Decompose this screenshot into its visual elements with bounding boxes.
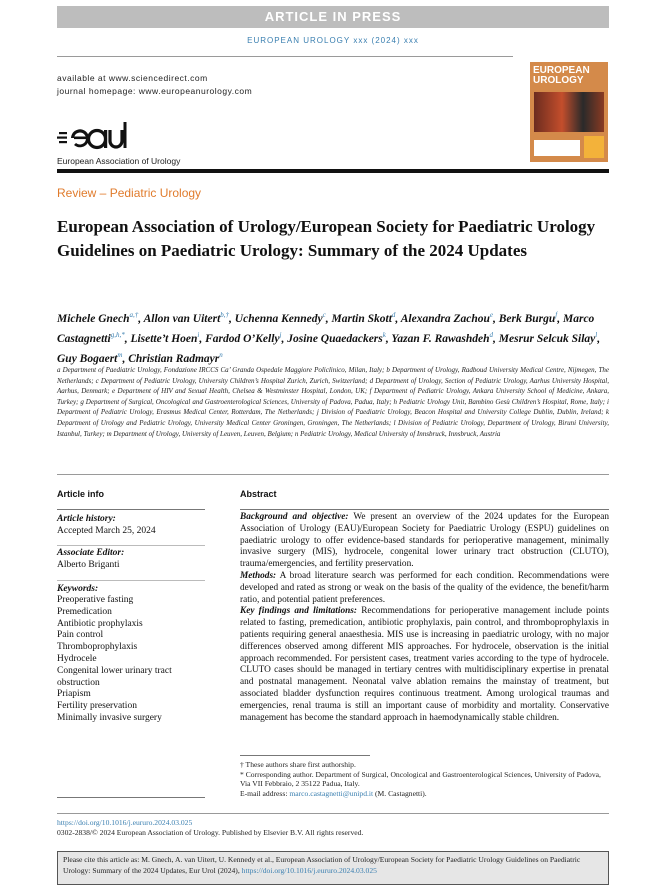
citation-text: Please cite this article as: M. Gnech, A. van Uitert, U. Kennedy et al., European Association of Urology/European Society for Paediatric Urology Guidelines on Paediatric Urology: Summary of the 2024 Updates, Eur Urol (2024), bbox=[63, 855, 581, 875]
keyword: Priapism bbox=[57, 689, 91, 700]
keywords-label: Keywords: bbox=[57, 584, 99, 594]
keyword: Fertility preservation bbox=[57, 701, 137, 712]
author-name: Mesrur Selcuk Silay bbox=[498, 332, 596, 345]
author-name: Alexandra Zachou bbox=[400, 312, 490, 325]
footnote-corresponding: * Corresponding author. Department of Surgical, Oncological and Gastroenterological Sciences, University of Padova, Via VII Febbraio, 2 35122 Padua, Italy. bbox=[240, 769, 601, 789]
divider bbox=[57, 56, 513, 57]
keyword: Hydrocele bbox=[57, 653, 97, 664]
doi-link[interactable]: https://doi.org/10.1016/j.eururo.2024.03.025 bbox=[57, 818, 193, 827]
author-affiliation-marker[interactable]: l bbox=[595, 330, 598, 339]
email-suffix: (M. Castagnetti). bbox=[375, 788, 427, 798]
keyword-list bbox=[57, 595, 205, 725]
affiliations: a Department of Paediatric Urology, Fondazione IRCCS Ca’ Granda Ospedale Maggiore Policlinico, Milan, Italy; b Department of Urology, Radboud University Medical Centre, Nijmegen, The Netherlands; c Department of Pediatric Urology, University Children’s Hospital Zurich, Zurich, Switzerland; d Department of Urology, Section of Pediatric Urology, Aarhus University Hospital, Aarhus, Denmark; e Department of HIV and Sexual Health, Chelsea & Westminster Hospital, London, UK; f Department of Pediatric Urology, Ankara University School of Medicine, Ankara, Turkey; g Department of Surgical, Oncological and Gastroenterological Sciences, University of Padova, Padua, Italy; h Pediatric Urology Unit, Bambino Gesù Children’s Hospital, Rome, Italy; i Department of Pediatric Urology, Erasmus Medical Center, Rotterdam, The Netherlands; j Division of Paediatric Urology, Beacon Hospital and University College Dublin, Dublin, Ireland; k Department of Urology and Pediatric Urology, University Medical Center Groningen, Groningen, The Netherlands; l Division of Pediatric Urology, Department of Urology, Biruni University, Istanbul, Turkey; m Department of Urology, University of Leuven, Leuven, Belgium; n Pediatric Urology, Medical University of Innsbruck, Innsbruck, Austria bbox=[57, 366, 609, 438]
eau-logo-mark-icon bbox=[57, 122, 127, 156]
footnote-dagger: † These authors share first authorship. bbox=[240, 760, 356, 769]
section-label: Review – Pediatric Urology bbox=[57, 186, 202, 200]
divider bbox=[57, 813, 609, 814]
author-affiliation-marker[interactable]: f bbox=[555, 311, 558, 319]
author-affiliation-marker[interactable]: e bbox=[489, 311, 493, 319]
author-name: Lisette’t Hoen bbox=[130, 332, 198, 345]
author-affiliation-marker[interactable]: a,† bbox=[129, 311, 139, 319]
available-at[interactable]: available at www.sciencedirect.com bbox=[57, 73, 208, 83]
divider bbox=[57, 580, 205, 581]
author-list: Michele Gnech$^{a,\dagger}$, Allon van Uitert$^{b,\dagger}$, Uchenna Kennedy$^c$, Martin Skott$^d$, Alexandra Zachou$^e$, Berk Burgu$^f$, Marco Castagnetti$^{g,h,*}$, Lisette’t Hoen$^i$, Fardod O’Kelly$^j$, Josine Quaedackers$^k$, Yazan F. Rawashdeh$^d$, Mesrur Selcuk Silay$^l$, Guy Bogaert$^m$, Christian Radmayr$^n$ bbox=[57, 311, 601, 365]
keyword: Premedication bbox=[57, 606, 112, 617]
findings-label: Key findings and limitations: bbox=[240, 606, 358, 617]
footnote-email bbox=[240, 789, 609, 799]
article-title: European Association of Urology/European Society for Paediatric Urology Guidelines on Paediatric Urology: Summary of the 2024 Updates bbox=[57, 217, 596, 260]
divider bbox=[57, 474, 609, 475]
author-name: Fardod O’Kelly bbox=[205, 332, 280, 345]
divider bbox=[57, 545, 205, 546]
associate-editor bbox=[57, 547, 205, 571]
article-history bbox=[57, 513, 205, 537]
author-affiliation-marker[interactable]: d bbox=[391, 311, 396, 319]
author-name: Martin Skott bbox=[331, 312, 392, 325]
eau-logo-caption: European Association of Urology bbox=[57, 156, 181, 166]
cover-panel bbox=[534, 140, 580, 156]
author-affiliation-marker[interactable]: c bbox=[322, 311, 326, 319]
keyword: Pain control bbox=[57, 630, 104, 641]
email-label: E-mail address: bbox=[240, 788, 288, 798]
copyright: 0302-2838/© 2024 European Association of Urology. Published by Elsevier B.V. All rights reserved. bbox=[57, 828, 364, 837]
methods-label: Methods: bbox=[240, 570, 277, 581]
header-rule bbox=[57, 169, 609, 173]
cover-badge bbox=[584, 136, 604, 158]
history-value: Accepted March 25, 2024 bbox=[57, 526, 156, 536]
findings-text: Recommendations for perioperative management include points related to fasting, premedication, antibiotic prophylaxis, pain control, and thromboprophylaxis in patients requiring general anaesthesia. MIS use is increasing in paediatric urology, with no major differences observed among different MIS approaches. For hydrocele, observation is the initial approach recommended. For persistent cases, treatment varies according to the type of hydrocele. CLUTO cases should be managed in tertiary centres with multidisciplinary expertise in prenatal and postnatal management. Neonatal valve ablation remains the mainstay of treatment, but associated bladder dysfunction requires continuous treatment. Among urological traumas and emergencies, renal trauma is still an important cause of morbidity and mortality. Conservative management has become the standard approach in haemodynamically stable children. bbox=[240, 606, 609, 723]
author-affiliation-marker[interactable]: m bbox=[117, 350, 123, 359]
running-head: EUROPEAN UROLOGY xxx (2024) xxx bbox=[247, 36, 419, 45]
citation-doi-link[interactable]: https://doi.org/10.1016/j.eururo.2024.03.025 bbox=[241, 866, 377, 875]
article-info-heading: Article info bbox=[57, 489, 105, 499]
author-name: Christian Radmayr bbox=[128, 352, 220, 365]
keyword: Antibiotic prophylaxis bbox=[57, 618, 143, 629]
author-name: Uchenna Kennedy bbox=[234, 312, 323, 325]
article-in-press-banner: ARTICLE IN PRESS bbox=[57, 6, 609, 28]
divider bbox=[57, 509, 205, 510]
author-affiliation-marker[interactable]: j bbox=[279, 330, 282, 339]
author-affiliation-marker[interactable]: b,† bbox=[220, 311, 230, 319]
author-name: Berk Burgu bbox=[498, 312, 556, 325]
author-name: Allon van Uitert bbox=[143, 312, 221, 325]
abstract-heading: Abstract bbox=[240, 489, 277, 499]
author-affiliation-marker[interactable]: d bbox=[489, 330, 494, 339]
editor-value: Alberto Briganti bbox=[57, 560, 120, 570]
keyword: Preoperative fasting bbox=[57, 595, 134, 605]
footnote-rule bbox=[240, 755, 370, 756]
author-name: Josine Quaedackers bbox=[287, 332, 383, 345]
abstract-body bbox=[240, 512, 609, 724]
author-name: Michele Gnech bbox=[57, 312, 130, 325]
author-affiliation-marker[interactable]: k bbox=[382, 330, 386, 339]
author-affiliation-marker[interactable]: n bbox=[219, 350, 223, 359]
cover-artwork bbox=[534, 92, 604, 132]
journal-cover-image[interactable] bbox=[530, 62, 608, 162]
author-affiliation-marker[interactable]: i bbox=[197, 330, 200, 339]
journal-homepage[interactable]: journal homepage: www.europeanurology.com bbox=[57, 86, 253, 96]
editor-label: Associate Editor: bbox=[57, 548, 125, 558]
author-name: Guy Bogaert bbox=[57, 352, 118, 365]
author-affiliation-marker[interactable]: g,h,* bbox=[110, 330, 125, 339]
keyword: Congenital lower urinary tract obstruction bbox=[57, 665, 172, 688]
keyword: Thromboprophylaxis bbox=[57, 642, 138, 653]
author-name: Marco Castagnetti bbox=[57, 312, 595, 345]
keyword: Minimally invasive surgery bbox=[57, 712, 162, 723]
cover-title: EUROPEAN UROLOGY bbox=[533, 65, 590, 86]
email-link[interactable]: marco.castagnetti@unipd.it bbox=[289, 788, 374, 798]
background-label: Background and objective: bbox=[240, 512, 349, 522]
methods-text: A broad literature search was performed for each condition. Recommendations were developed and rated as strong or weak on the basis of the quality of the evidence, the benefit/harm ratio, and potential patient preferences. bbox=[240, 570, 609, 605]
journal-links bbox=[57, 72, 252, 98]
divider bbox=[240, 509, 609, 510]
background-text: We present an overview of the 2024 updates for the European Association of Urology (EAU)/European Society for Paediatric Urology (ESPU) guidelines on paediatric urology to offer evidence-based standards for perioperative management, minimally invasive surgery (MIS), hydrocele, congenital lower urinary tract obstruction (CLUTO), trauma/emergencies, and fertility preservation. bbox=[240, 512, 610, 570]
footnotes bbox=[240, 760, 609, 798]
divider bbox=[57, 797, 205, 798]
citation-box bbox=[57, 851, 609, 885]
author-name: Yazan F. Rawashdeh bbox=[391, 332, 490, 345]
history-label: Article history: bbox=[57, 514, 116, 524]
